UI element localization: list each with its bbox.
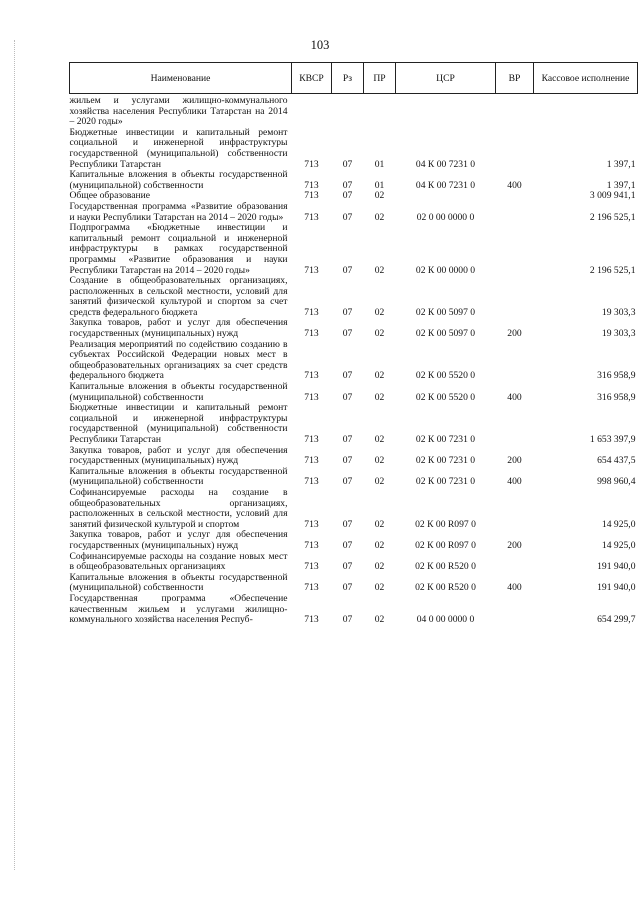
cell-pr: 02 <box>374 434 385 445</box>
cell-amount: 2 196 525,1 <box>589 264 636 276</box>
cell-amount: 191 940,0 <box>597 582 636 594</box>
cell-pr: 02 <box>374 614 385 626</box>
cell-csr: 02 К 00 R097 0 <box>415 539 476 551</box>
cell-pr: 02 <box>374 328 385 340</box>
page-number: 103 <box>310 38 330 52</box>
cell-csr: 02 К 00 5097 0 <box>415 306 476 318</box>
scan-edge <box>14 40 16 870</box>
cell-kvsr: 713 <box>304 391 319 403</box>
cell-rz: 07 <box>342 158 353 170</box>
cell-kvsr: 713 <box>304 614 319 626</box>
cell-csr: 02 К 00 5520 0 <box>415 391 476 403</box>
cell-name: Софинансируемые расходы на создание в общеобразовательных организациях, расположенных в сельской местности, условий для занятий физической культурой и спортом <box>69 486 288 530</box>
cell-vr <box>496 191 534 202</box>
cell-kvsr: 713 <box>304 328 319 340</box>
cell-name: Капитальные вложения в объекты государственной (муниципальной) собственности <box>69 465 288 488</box>
cell-kvsr <box>292 94 332 128</box>
cell-pr: 02 <box>374 264 385 276</box>
cell-rz: 07 <box>342 455 353 467</box>
cell-rz: 07 <box>342 539 353 551</box>
cell-vr <box>496 202 534 223</box>
cell-csr: 02 К 00 7231 0 <box>415 434 476 445</box>
cell-csr <box>396 94 496 128</box>
table-row <box>70 94 638 128</box>
cell-name: Создание в общеобразовательных организациях, расположенных в сельской местности, условий для занятий физической культурой и спортом за счет средств федерального бюджета <box>69 275 288 318</box>
cell-amount: 654 437,5 <box>597 455 636 467</box>
cell-kvsr: 713 <box>304 211 319 223</box>
cell-kvsr: 713 <box>304 264 319 276</box>
cell-vr: 200 <box>507 455 522 467</box>
cell-pr: 02 <box>374 582 385 594</box>
cell-name: Софинансируемые расходы на создание новых мест в общеобразовательных организациях <box>69 550 288 573</box>
cell-amount: 1 653 397,9 <box>589 434 636 445</box>
cell-amount: 998 960,4 <box>597 476 636 488</box>
cell-rz: 07 <box>342 328 353 340</box>
header-vr: ВР <box>496 63 534 94</box>
table-row <box>70 467 638 488</box>
table-row <box>70 223 638 276</box>
cell-csr: 02 К 00 7231 0 <box>415 476 476 488</box>
cell-csr: 04 К 00 7231 0 <box>415 158 476 170</box>
cell-rz: 07 <box>342 391 353 403</box>
cell-kvsr: 713 <box>304 476 319 488</box>
cell-kvsr: 713 <box>304 179 319 191</box>
cell-amount: 191 940,0 <box>597 561 636 573</box>
cell-kvsr: 713 <box>304 518 319 530</box>
cell-name: Капитальные вложения в объекты государственной (муниципальной) собственности <box>69 571 288 594</box>
table-row <box>70 318 638 339</box>
cell-name: Закупка товаров, работ и услуг для обеспечения государственных (муниципальных) нужд <box>69 444 288 467</box>
table-row <box>70 403 638 445</box>
cell-amount: 19 303,3 <box>601 306 636 318</box>
cell-amount: 19 303,3 <box>601 328 636 340</box>
cell-csr: 04 0 00 0000 0 <box>416 614 475 626</box>
table-row <box>70 552 638 573</box>
cell-vr <box>496 552 534 573</box>
cell-vr <box>496 488 534 530</box>
cell-csr: 04 К 00 7231 0 <box>415 179 476 191</box>
header-name: Наименование <box>70 63 292 94</box>
cell-vr: 400 <box>507 179 522 191</box>
cell-name: Бюджетные инвестиции и капитальный ремонт социальной и инженерной инфраструктуры государственной (муниципальной) собственности Республики Татарстан <box>69 126 288 170</box>
table-body <box>70 94 638 626</box>
cell-csr <box>396 191 496 202</box>
cell-rz: 07 <box>342 370 353 382</box>
header-pr: ПР <box>364 63 396 94</box>
cell-kvsr: 713 <box>304 306 319 318</box>
cell-pr: 01 <box>374 158 385 170</box>
cell-rz: 07 <box>342 518 353 530</box>
cell-pr: 02 <box>374 190 385 202</box>
cell-rz: 07 <box>342 614 353 626</box>
cell-pr: 02 <box>374 561 385 573</box>
cell-name: Капитальные вложения в объекты государственной (муниципальной) собственности <box>69 381 288 403</box>
cell-kvsr: 713 <box>304 434 319 445</box>
table-row <box>70 382 638 403</box>
cell-pr: 02 <box>374 518 385 530</box>
cell-rz: 07 <box>342 476 353 488</box>
cell-vr: 200 <box>507 328 522 340</box>
cell-pr: 02 <box>374 211 385 223</box>
table-row <box>70 170 638 191</box>
cell-amount: 316 958,9 <box>597 391 636 403</box>
cell-name: Государственная программа «Развитие образования и науки Республики Татарстан на 2014 – 2020 годы» <box>69 200 288 223</box>
table-row <box>70 573 638 594</box>
table-row <box>70 340 638 382</box>
table-row <box>70 202 638 223</box>
cell-amount: 1 397,1 <box>606 179 636 191</box>
header-amount: Кассовое исполнение <box>534 63 638 94</box>
cell-csr: 02 К 00 7231 0 <box>415 455 476 467</box>
cell-rz: 07 <box>342 434 353 445</box>
cell-kvsr: 713 <box>304 158 319 170</box>
cell-name: Подпрограмма «Бюджетные инвестиции и капитальный ремонт социальной и инженерной инфраструктуры в рамках государственной программы «Развитие образования и науки Республики Татарстан на 2014 – 2020 годы» <box>69 222 288 276</box>
cell-name: Реализация мероприятий по содействию созданию в субъектах Российской Федерации новых мест в общеобразовательных организациях за счет средств федерального бюджета <box>69 338 288 382</box>
cell-pr: 02 <box>374 539 385 551</box>
cell-vr <box>496 594 534 626</box>
cell-amount <box>534 94 638 128</box>
cell-csr: 02 0 00 0000 0 <box>416 211 475 223</box>
header-rz: Рз <box>332 63 364 94</box>
cell-name: жильем и услугами жилищно-коммунального хозяйства населения Республики Татарстан на 2014 – 2020 годы» <box>69 95 288 128</box>
cell-csr: 02 К 00 R520 0 <box>415 561 476 573</box>
cell-amount: 14 925,0 <box>601 539 636 551</box>
cell-pr: 02 <box>374 476 385 488</box>
cell-vr <box>496 223 534 276</box>
cell-pr <box>364 94 396 128</box>
cell-rz: 07 <box>342 211 353 223</box>
cell-pr: 02 <box>374 306 385 318</box>
cell-kvsr: 713 <box>304 539 319 551</box>
cell-kvsr: 713 <box>304 455 319 467</box>
cell-rz: 07 <box>342 264 353 276</box>
header-kvsr: КВСР <box>292 63 332 94</box>
table-row <box>70 128 638 170</box>
cell-kvsr: 713 <box>304 582 319 594</box>
cell-vr: 400 <box>507 391 522 403</box>
cell-csr: 02 К 00 R097 0 <box>415 518 476 530</box>
cell-amount: 14 925,0 <box>601 518 636 530</box>
cell-rz: 07 <box>342 582 353 594</box>
cell-vr <box>496 128 534 170</box>
cell-vr <box>496 276 534 318</box>
cell-name: Капитальные вложения в объекты государственной (муниципальной) собственности <box>69 169 288 191</box>
cell-amount: 3 009 941,1 <box>589 190 636 202</box>
cell-kvsr: 713 <box>304 190 319 202</box>
table-row <box>70 530 638 551</box>
cell-csr: 02 К 00 0000 0 <box>415 264 476 276</box>
budget-table <box>69 62 638 626</box>
cell-name: Государственная программа «Обеспечение качественным жильем и услугами жилищно-коммунального хозяйства населения Респуб- <box>69 592 288 626</box>
cell-pr: 02 <box>374 370 385 382</box>
cell-vr <box>496 340 534 382</box>
cell-vr: 400 <box>507 582 522 594</box>
cell-name: Закупка товаров, работ и услуг для обеспечения государственных (муниципальных) нужд <box>69 529 288 551</box>
cell-amount: 316 958,9 <box>597 370 636 382</box>
cell-amount: 2 196 525,1 <box>589 211 636 223</box>
cell-pr: 01 <box>374 179 385 191</box>
cell-kvsr: 713 <box>304 370 319 382</box>
cell-csr: 02 К 00 5097 0 <box>415 328 476 340</box>
cell-amount: 654 299,7 <box>597 614 636 626</box>
table-row <box>70 276 638 318</box>
table-row <box>70 594 638 626</box>
cell-csr: 02 К 00 5520 0 <box>415 370 476 382</box>
cell-kvsr: 713 <box>304 561 319 573</box>
cell-rz <box>332 94 364 128</box>
header-csr: ЦСР <box>396 63 496 94</box>
cell-vr <box>496 94 534 128</box>
table-header <box>70 63 638 94</box>
table-row <box>70 488 638 530</box>
cell-pr: 02 <box>374 455 385 467</box>
cell-vr: 400 <box>507 476 522 488</box>
cell-name: Бюджетные инвестиции и капитальный ремонт социальной и инженерной инфраструктуры государственной (муниципальной) собственности Республики Татарстан <box>69 402 288 445</box>
cell-vr: 200 <box>507 539 522 551</box>
cell-vr <box>496 403 534 445</box>
table-row <box>70 446 638 467</box>
cell-name: Закупка товаров, работ и услуг для обеспечения государственных (муниципальных) нужд <box>69 317 288 340</box>
cell-amount: 1 397,1 <box>606 158 636 170</box>
cell-rz: 07 <box>342 190 353 202</box>
cell-csr: 02 К 00 R520 0 <box>415 582 476 594</box>
cell-rz: 07 <box>342 179 353 191</box>
cell-name: Общее образование <box>69 190 151 202</box>
cell-pr: 02 <box>374 391 385 403</box>
cell-rz: 07 <box>342 306 353 318</box>
cell-rz: 07 <box>342 561 353 573</box>
